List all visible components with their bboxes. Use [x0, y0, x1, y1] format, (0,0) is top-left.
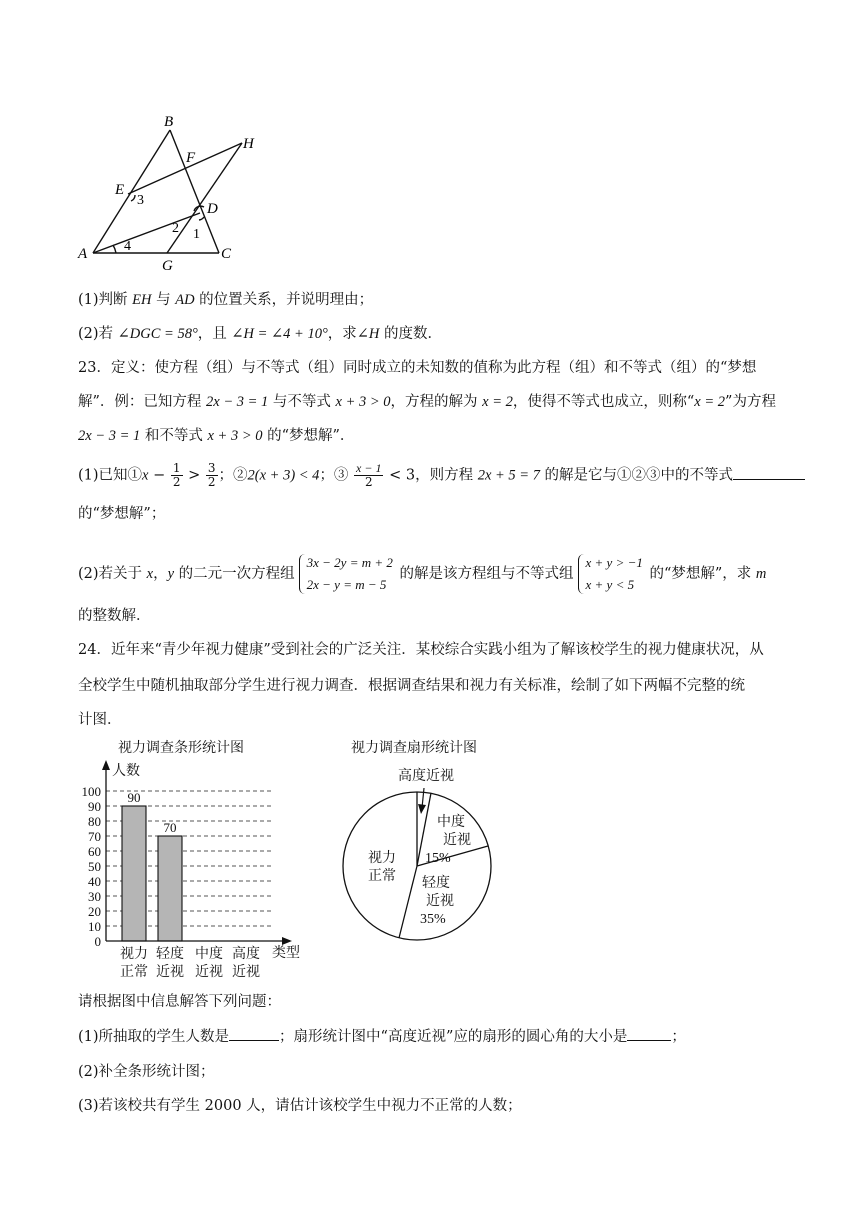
bar-value-label: 90	[127, 790, 141, 805]
x-category-label: 近视	[232, 965, 260, 980]
pie-label-mild-pct: 35%	[420, 912, 446, 927]
pie-label-mild-1: 轻度	[422, 876, 450, 891]
fraction-x-minus-1-over-2: $\frac{x - 1}{2}$	[356, 461, 382, 489]
y-tick-label: 70	[88, 829, 101, 844]
y-tick-label: 30	[88, 889, 101, 904]
q23-part1-cont: 的“梦想解”；	[78, 506, 166, 522]
equation-system: 3x − 2y = m + 2 2x − y = m − 5	[297, 552, 393, 596]
x-category-label: 轻度	[156, 947, 184, 962]
x-category-label: 近视	[195, 965, 223, 980]
fraction-3-2: $\frac{3}{2}$	[207, 461, 216, 489]
q22-part2: (2)若 ∠DGC = 58°，且 ∠H = ∠4 + 10°，求∠H 的度数．	[78, 326, 442, 342]
y-axis-arrow	[102, 760, 110, 770]
label-1: 1	[193, 227, 200, 242]
y-tick-label: 40	[88, 874, 101, 889]
answer-blank[interactable]	[733, 465, 805, 480]
x-category-label: 高度	[232, 947, 260, 962]
pie-label-moderate-1: 中度	[437, 815, 465, 830]
geometry-figure	[72, 108, 272, 278]
pie-chart	[330, 730, 510, 945]
q24-prompt: 请根据图中信息解答下列问题：	[78, 994, 281, 1010]
label-2: 2	[172, 221, 179, 236]
q24-line1: 24．近年来“青少年视力健康”受到社会的广泛关注．某校综合实践小组为了解该校学生的视力健康状况，从	[78, 642, 764, 658]
label-F: F	[186, 150, 196, 166]
y-tick-label: 20	[88, 904, 101, 919]
pie-label-normal-1: 视力	[368, 851, 396, 866]
bar-chart-xlabel: 类型	[272, 946, 300, 961]
bar-chart-ylabel: 人数	[112, 764, 140, 779]
q24-part2: (2)补全条形统计图；	[78, 1064, 215, 1080]
label-3: 3	[137, 193, 144, 208]
label-H: H	[243, 136, 254, 152]
bar-chart	[60, 730, 310, 982]
fraction-1-2: $\frac{1}{2}$	[172, 461, 181, 489]
x-category-label: 正常	[120, 965, 148, 980]
q24-part1: (1)所抽取的学生人数是 ；扇形统计图中“高度近视”应的扇形的圆心角的大小是 ；	[78, 1026, 686, 1047]
q23-part2: (2)若关于 x，y 的二元一次方程组 3x − 2y = m + 2 2x − y = m − 5 的解是该方程组与不等式组 x + y > −1 x + y < 5 的“梦想解”，求 m	[78, 552, 766, 596]
bar	[158, 836, 182, 941]
q22-part1: (1)判断 EH 与 AD 的位置关系，并说明理由；	[78, 292, 374, 308]
y-tick-label: 0	[94, 934, 101, 949]
bar-value-label: 70	[163, 820, 177, 835]
label-B: B	[164, 114, 174, 130]
label-C: C	[221, 246, 232, 262]
pie-label-mild-2: 近视	[426, 894, 454, 909]
y-tick-label: 10	[88, 919, 101, 934]
label-G: G	[162, 258, 173, 274]
answer-blank-count[interactable]	[229, 1026, 279, 1041]
label-D: D	[207, 201, 218, 217]
pie-label-normal-2: 正常	[368, 869, 396, 884]
x-category-label: 近视	[156, 965, 184, 980]
label-4: 4	[124, 239, 131, 254]
bar	[122, 806, 146, 941]
q23-part1: (1)已知①x − $\frac{1}{2}$ > $\frac{3}{2}$ ；②2(x + 3) < 4；③ $\frac{x - 1}{2}$ < 3，则方程 2x + 5 = 7 的解是它与①②③中的不等式	[78, 462, 805, 489]
q24-part3: (3)若该校共有学生 2000 人，请估计该校学生中视力不正常的人数；	[78, 1098, 522, 1114]
y-tick-label: 90	[88, 799, 101, 814]
x-category-label: 视力	[120, 947, 148, 962]
label-A: A	[78, 246, 88, 262]
q24-line2: 全校学生中随机抽取部分学生进行视力调查．根据调查结果和视力有关标准，绘制了如下两幅不完整的统	[78, 678, 745, 694]
pie-label-moderate-pct: 15%	[425, 851, 451, 866]
y-tick-label: 100	[81, 784, 101, 799]
answer-blank-angle[interactable]	[627, 1026, 671, 1041]
inequality-system: x + y > −1 x + y < 5	[576, 552, 643, 596]
y-tick-label: 50	[88, 859, 101, 874]
q24-line3: 计图．	[78, 712, 122, 728]
y-tick-label: 80	[88, 814, 101, 829]
q23-part2-cont: 的整数解．	[78, 608, 151, 624]
y-tick-label: 60	[88, 844, 101, 859]
q23-line3: 2x − 3 = 1 和不等式 x + 3 > 0 的“梦想解”．	[78, 428, 355, 444]
label-E: E	[115, 182, 125, 198]
x-category-label: 中度	[195, 947, 223, 962]
bar-chart-title: 视力调查条形统计图	[118, 741, 244, 756]
x-axis-arrow	[282, 937, 292, 945]
pie-label-severe: 高度近视	[398, 769, 454, 784]
q23-line1: 23．定义：使方程（组）与不等式（组）同时成立的未知数的值称为此方程（组）和不等式（组）的“梦想	[78, 360, 757, 376]
q23-line2: 解”．例：已知方程 2x − 3 = 1 与不等式 x + 3 > 0，方程的解为 x = 2，使得不等式也成立，则称“x = 2”为方程	[78, 394, 776, 410]
pie-chart-title: 视力调查扇形统计图	[351, 741, 477, 756]
pie-label-moderate-2: 近视	[443, 833, 471, 848]
